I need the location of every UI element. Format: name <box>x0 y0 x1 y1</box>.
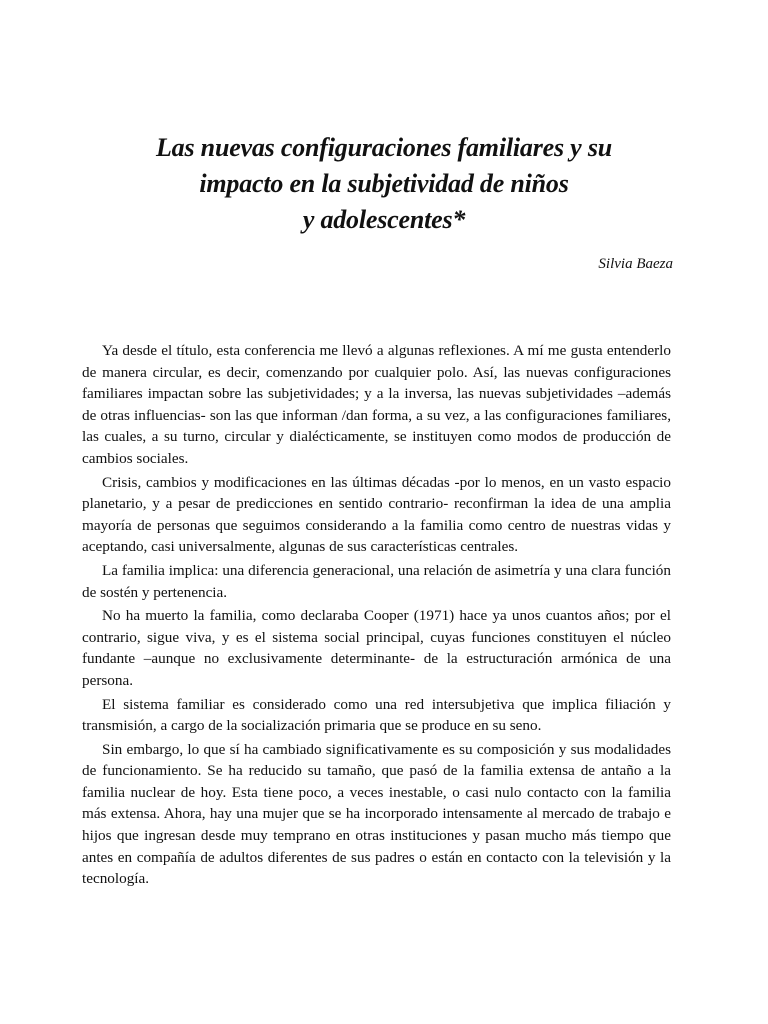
page-title <box>60 130 708 238</box>
author-name: Silvia Baeza <box>598 256 673 272</box>
paragraph: El sistema familiar es considerado como una red intersubjetiva que implica filiación y transmisión, a cargo de la socialización primaria que se produce en su seno. <box>82 695 671 735</box>
title-line-1: Las nuevas configuraciones familiares y su <box>155 133 612 163</box>
body-text <box>82 340 671 892</box>
paragraph: Ya desde el título, esta conferencia me llevó a algunas reflexiones. A mí me gusta entenderlo de manera circular, es decir, comenzando por cualquier polo. Así, las nuevas configuraciones familiares impactan sobre las subjetividades; y a la inversa, las nuevas subjetividades –además de otras influencias- son las que informan /dan forma, a su vez, a las configuraciones familiares, las cuales, a su turno, circular y dialécticamente, se instituyen como modos de producción de cambios sociales. <box>82 342 671 467</box>
paragraph: No ha muerto la familia, como declaraba Cooper (1971) hace ya unos cuantos años; por el contrario, sigue viva, y es el sistema social principal, cuyas funciones constituyen el núcleo fundante –aunque no exclusivamente determinante- de la estructuración armónica de una persona. <box>82 607 671 689</box>
paragraph: Sin embargo, lo que sí ha cambiado significativamente es su composición y sus modalidades de funcionamiento. Se ha reducido su tamaño, que pasó de la familia extensa de antaño a la familia nuclear de hoy. Esta tiene poco, a veces inestable, o casi nulo contacto con la familia más extensa. Ahora, hay una mujer que se ha incorporado intensamente al mercado de trabajo e hijos que ingresan desde muy temprano en otras instituciones y pasan mucho más tiempo que antes en compañía de adultos diferentes de sus padres o están en contacto con la televisión y la tecnología. <box>82 740 671 888</box>
title-line-3: y adolescentes* <box>302 205 466 235</box>
title-line-2: impacto en la subjetividad de niños <box>199 169 569 199</box>
paragraph: La familia implica: una diferencia generacional, una relación de asimetría y una clara función de sostén y pertenencia. <box>82 561 671 601</box>
paragraph: Crisis, cambios y modificaciones en las últimas décadas -por lo menos, en un vasto espacio planetario, y a pesar de predicciones en sentido contrario- reconfirman la idea de una amplia mayoría de personas que seguimos considerando a la familia como centro de nuestras vidas y aceptando, casi universalmente, algunas de sus características centrales. <box>82 473 671 556</box>
